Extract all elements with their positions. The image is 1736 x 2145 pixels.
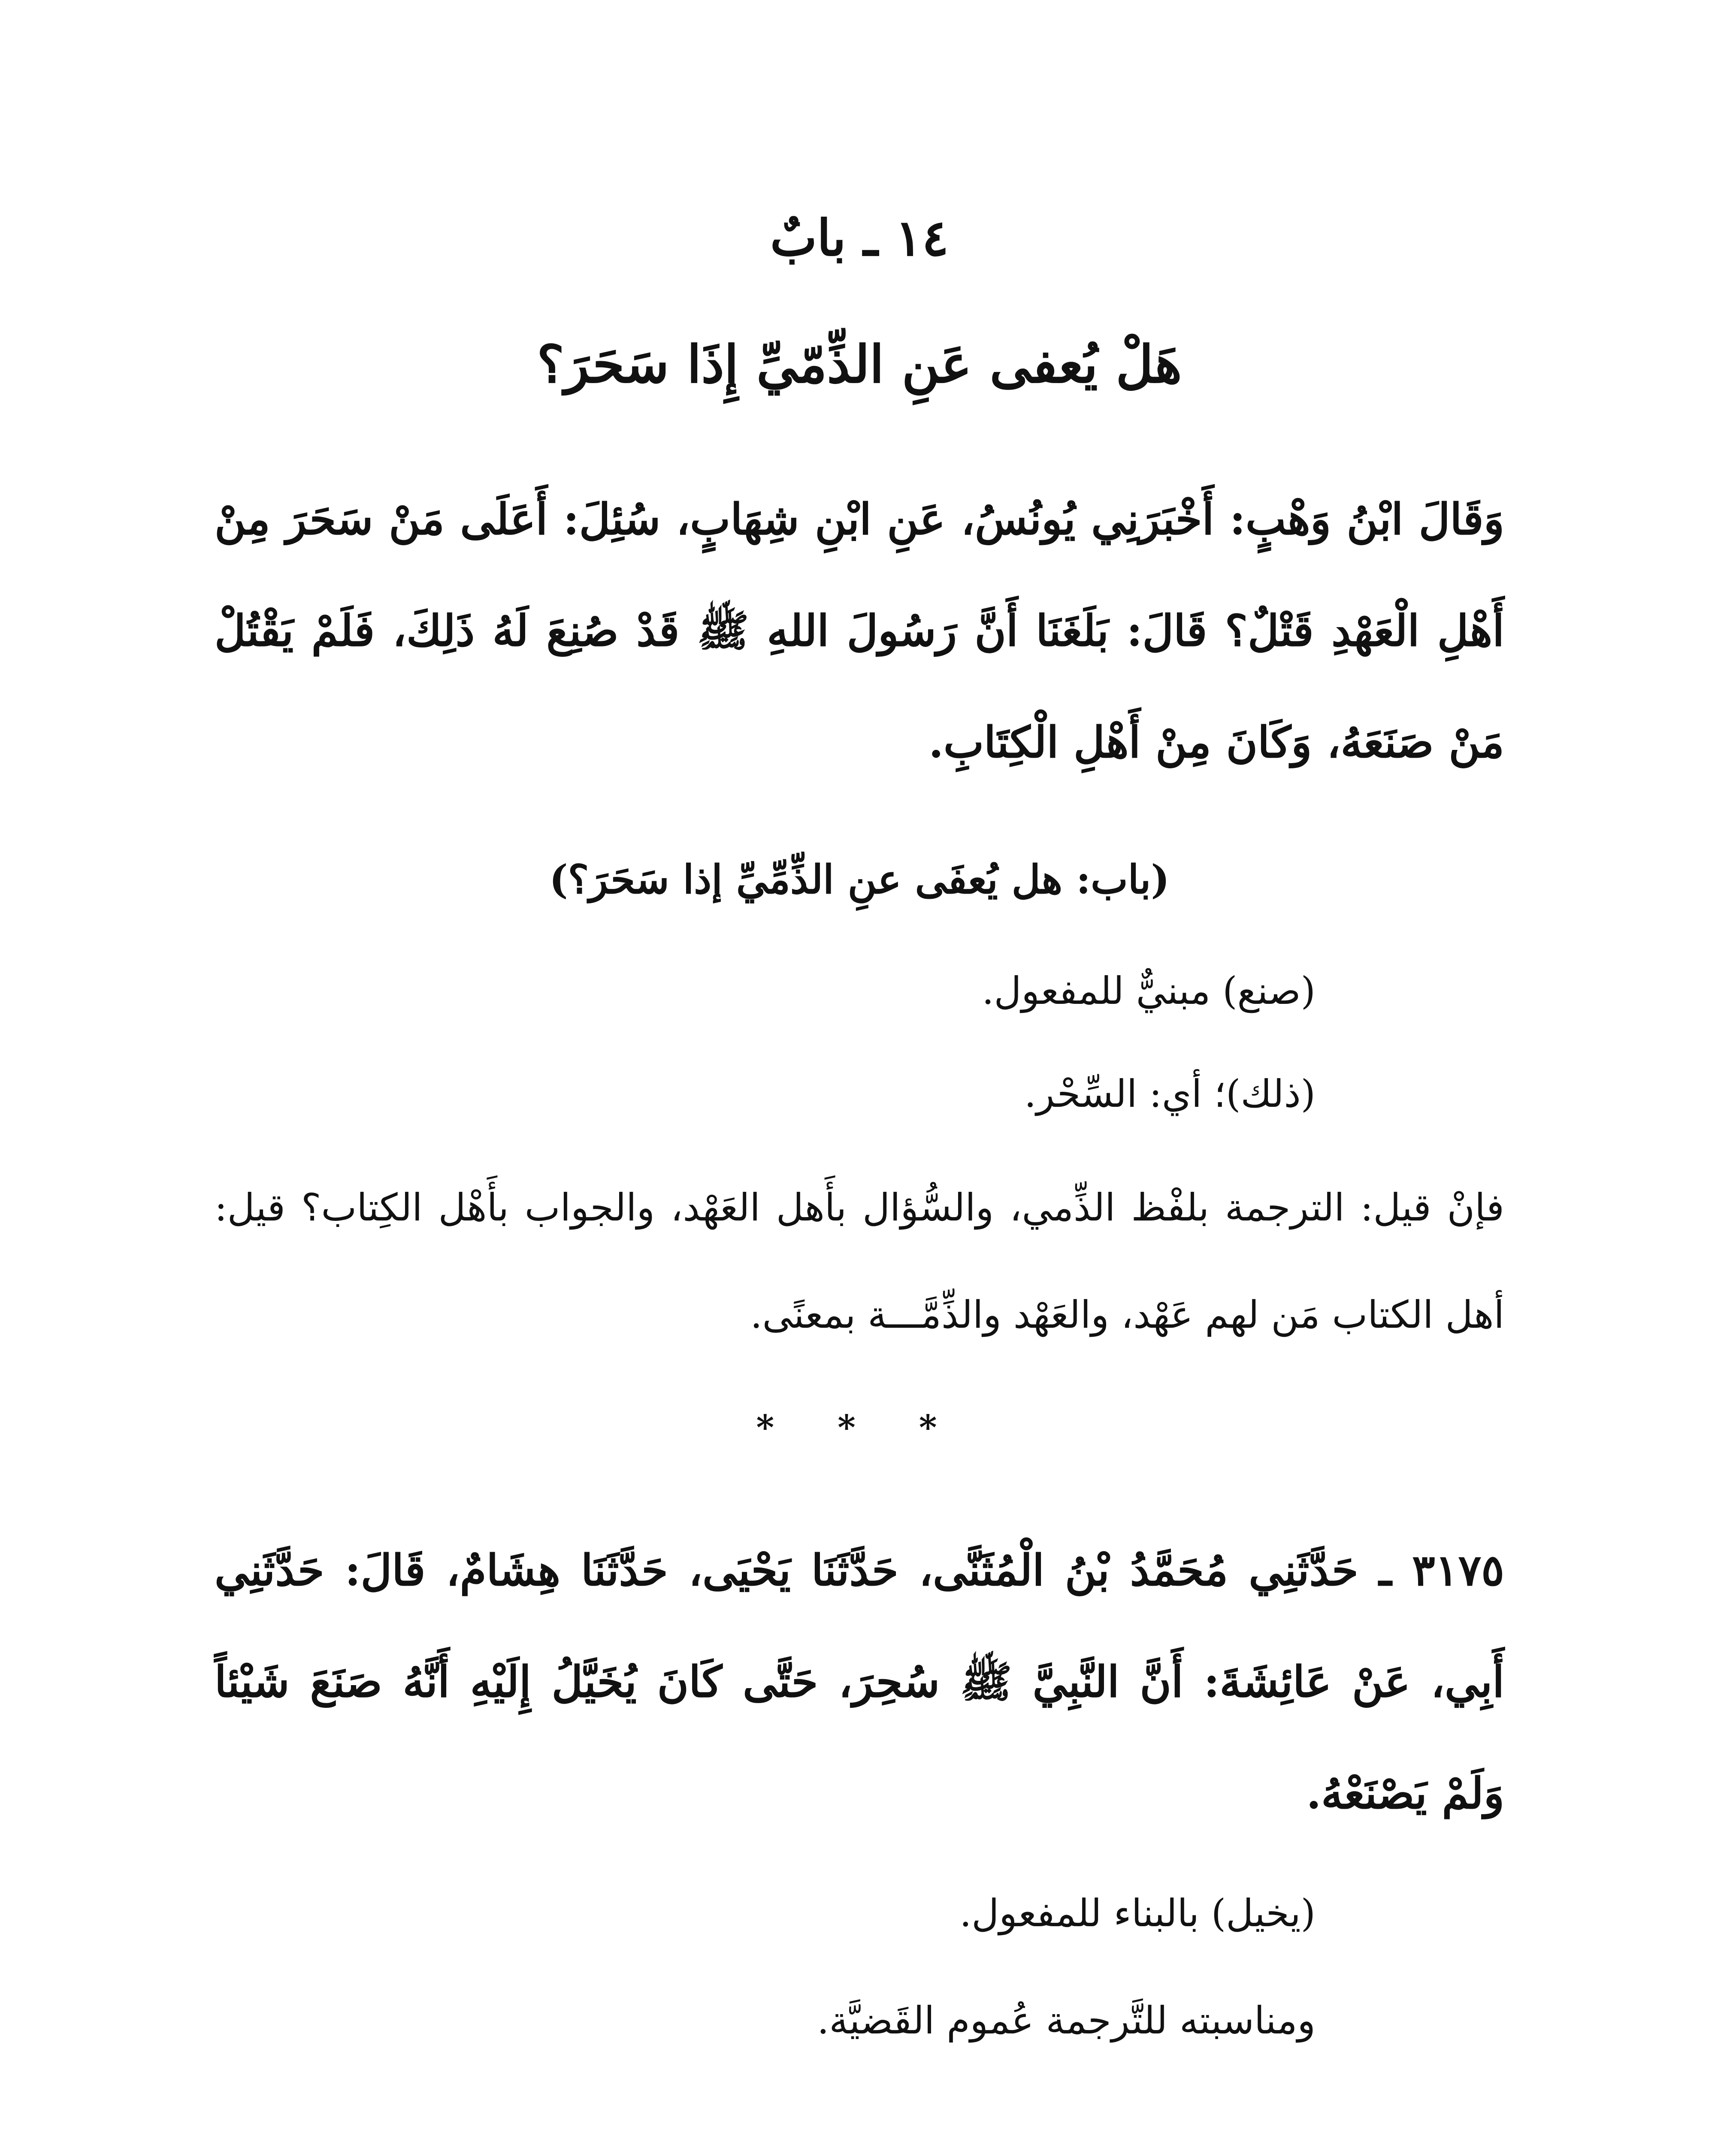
commentary-chapter-title: (باب: هل يُعفَى عنِ الذِّمِّيِّ إذا سَحَرَ؟)	[549, 856, 1170, 903]
commentary-line: (يخيل) بالبناء للمفعول.	[959, 1891, 1316, 1935]
chapter-number: ١٤ ـ بابٌ	[770, 209, 949, 267]
commentary-line: (صنع) مبنيٌّ للمفعول.	[982, 969, 1316, 1013]
commentary-paragraph: فإنْ قيل: الترجمة بلفْظ الذِّمي، والسُّؤال بأَهل العَهْد، والجواب بأَهْل الكِتاب؟ قيل: أهل الكتاب مَن لهم عَهْد، والعَهْد والذِّمَّـــة بمعنًى.	[215, 1185, 1504, 1337]
hadith-text-3175: ٣١٧٥ ـ حَدَّثَنِي مُحَمَّدُ بْنُ الْمُثَنَّى، حَدَّثَنَا يَحْيَى، حَدَّثَنَا هِشَامٌ، قَالَ: حَدَّثَنِي أَبِي، عَنْ عَائِشَةَ: أَنَّ النَّبِيَّ ﷺ سُحِرَ، حَتَّى كَانَ يُخَيَّلُ إِلَيْهِ أَنَّهُ صَنَعَ شَيْئاً وَلَمْ يَصْنَعْهُ.	[215, 1545, 1504, 1819]
hadith-text-ibn-wahb: وَقَالَ ابْنُ وَهْبٍ: أَخْبَرَنِي يُونُسُ، عَنِ ابْنِ شِهَابٍ، سُئِلَ: أَعَلَى مَنْ سَحَرَ مِنْ أَهْلِ الْعَهْدِ قَتْلٌ؟ قَالَ: بَلَغَنَا أَنَّ رَسُولَ اللهِ ﷺ قَدْ صُنِعَ لَهُ ذَلِكَ، فَلَمْ يَقْتُلْ مَنْ صَنَعَهُ، وَكَانَ مِنْ أَهْلِ الْكِتَابِ.	[215, 494, 1504, 767]
commentary-line: ومناسبته للتَّرجمة عُموم القَضيَّة.	[817, 1998, 1316, 2042]
section-separator: * * *	[756, 1407, 963, 1447]
commentary-line: (ذلك)؛ أي: السِّحْر.	[1024, 1072, 1316, 1116]
chapter-title: هَلْ يُعفى عَنِ الذِّمّيِّ إِذَا سَحَرَ؟	[537, 334, 1182, 395]
